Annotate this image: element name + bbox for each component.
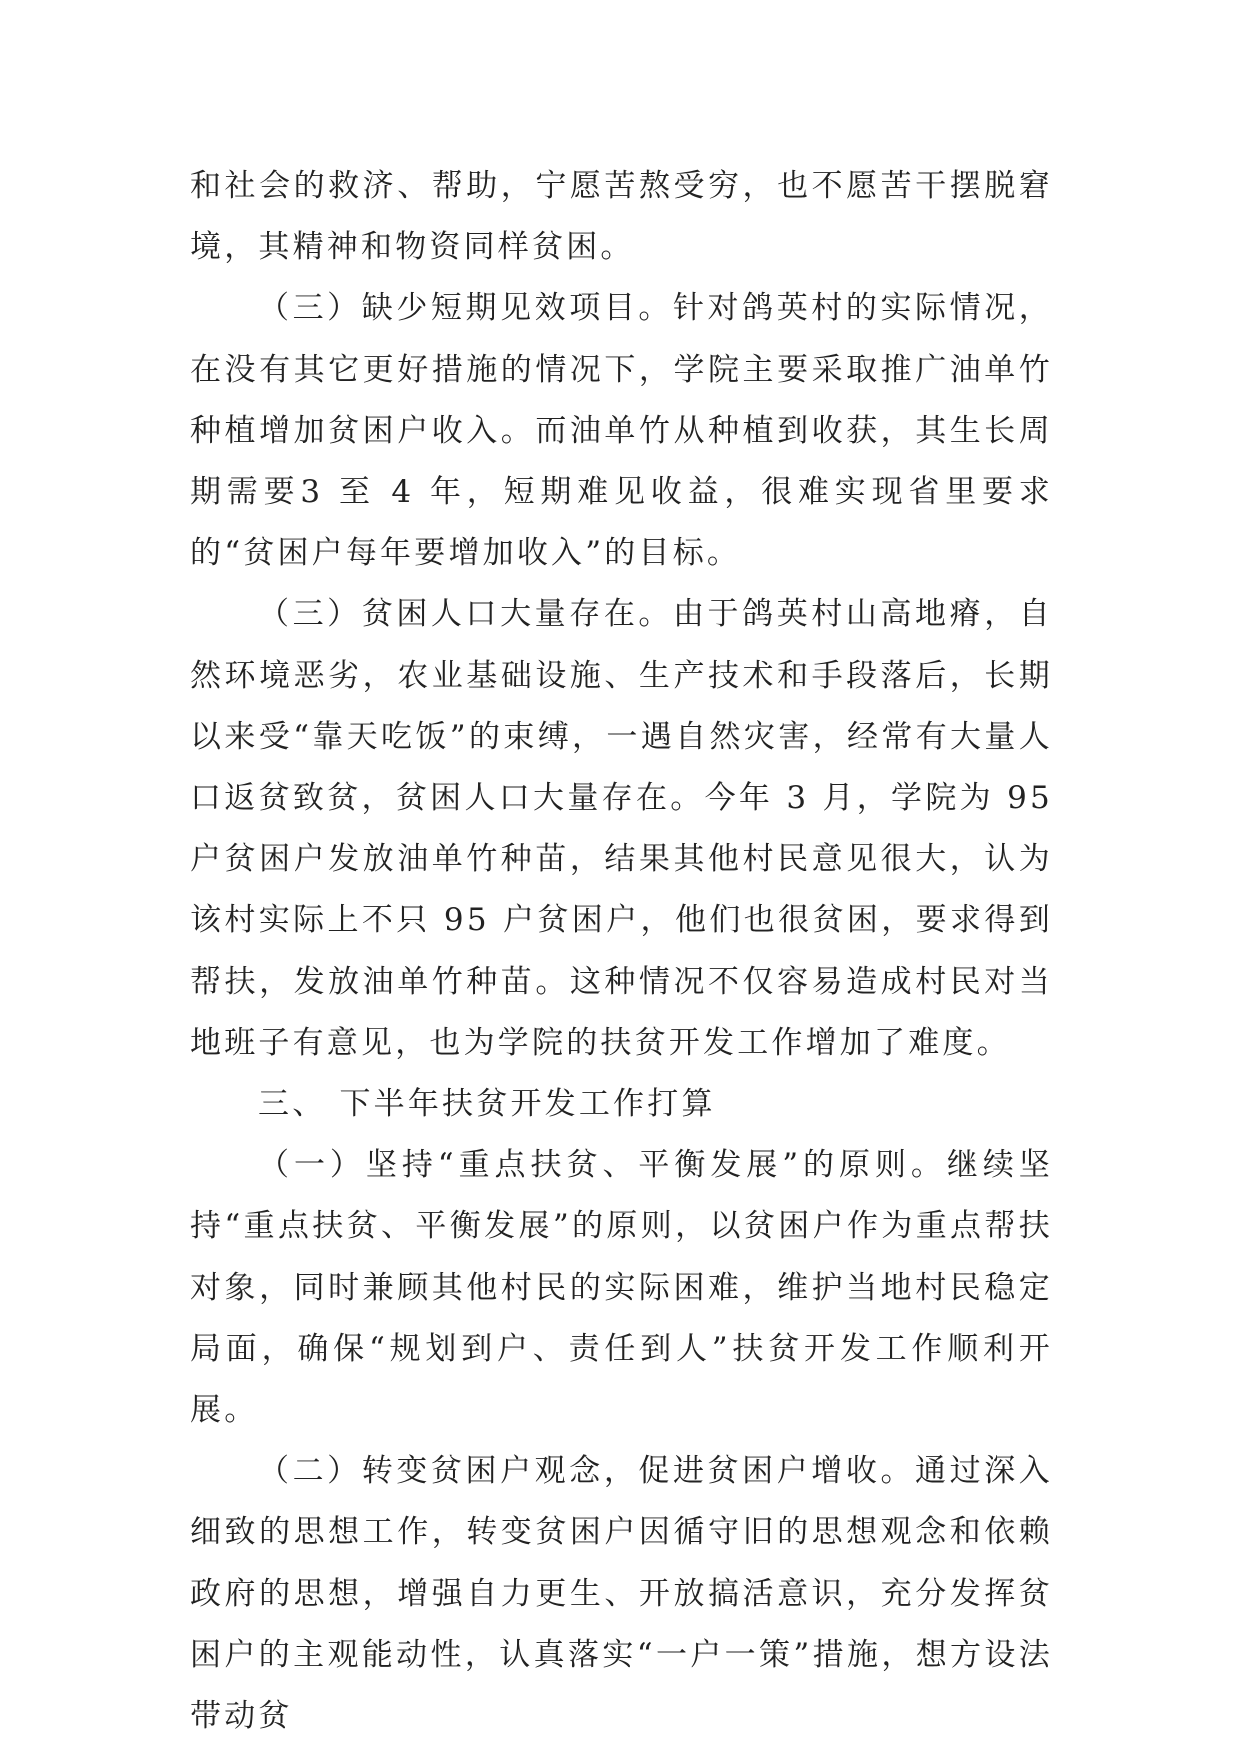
paragraph-principle: （一）坚持“重点扶贫、平衡发展”的原则。继续坚持“重点扶贫、平衡发展”的原则，以贫困户作为重点帮扶对象，同时兼顾其他村民的实际困难，维护当地村民稳定局面，确保“规划到户、责任到人”扶贫开发工作顺利开展。: [190, 1147, 1053, 1429]
document-body: [190, 156, 1053, 1747]
paragraph-change-concepts: （二）转变贫困户观念，促进贫困户增收。通过深入细致的思想工作，转变贫困户因循守旧的思想观念和依赖政府的思想，增强自力更生、开放搞活意识，充分发挥贫困户的主观能动性，认真落实“一户一策”措施，想方设法带动贫: [190, 1453, 1053, 1735]
paragraph-continuation: 和社会的救济、帮助，宁愿苦熬受穷，也不愿苦干摆脱窘境，其精神和物资同样贫困。: [190, 168, 1053, 266]
section-heading-second-half-plan: 三、 下半年扶贫开发工作打算: [258, 1086, 716, 1123]
paragraph-short-term-projects: （三）缺少短期见效项目。针对鸽英村的实际情况，在没有其它更好措施的情况下，学院主要采取推广油单竹种植增加贫困户收入。而油单竹从种植到收获，其生长周期需要3 至 4 年，短期难见收益，很难实现省里要求的“贫困户每年要增加收入”的目标。: [190, 290, 1053, 572]
paragraph-poverty-population: （三）贫困人口大量存在。由于鸽英村山高地瘠，自然环境恶劣，农业基础设施、生产技术和手段落后，长期以来受“靠天吃饭”的束缚，一遇自然灾害，经常有大量人口返贫致贫，贫困人口大量存在。今年 3 月，学院为 95 户贫困户发放油单竹种苗，结果其他村民意见很大，认为该村实际上不只 95 户贫困户，他们也很贫困，要求得到帮扶，发放油单竹种苗。这种情况不仅容易造成村民对当地班子有意见，也为学院的扶贫开发工作增加了难度。: [190, 596, 1053, 1061]
